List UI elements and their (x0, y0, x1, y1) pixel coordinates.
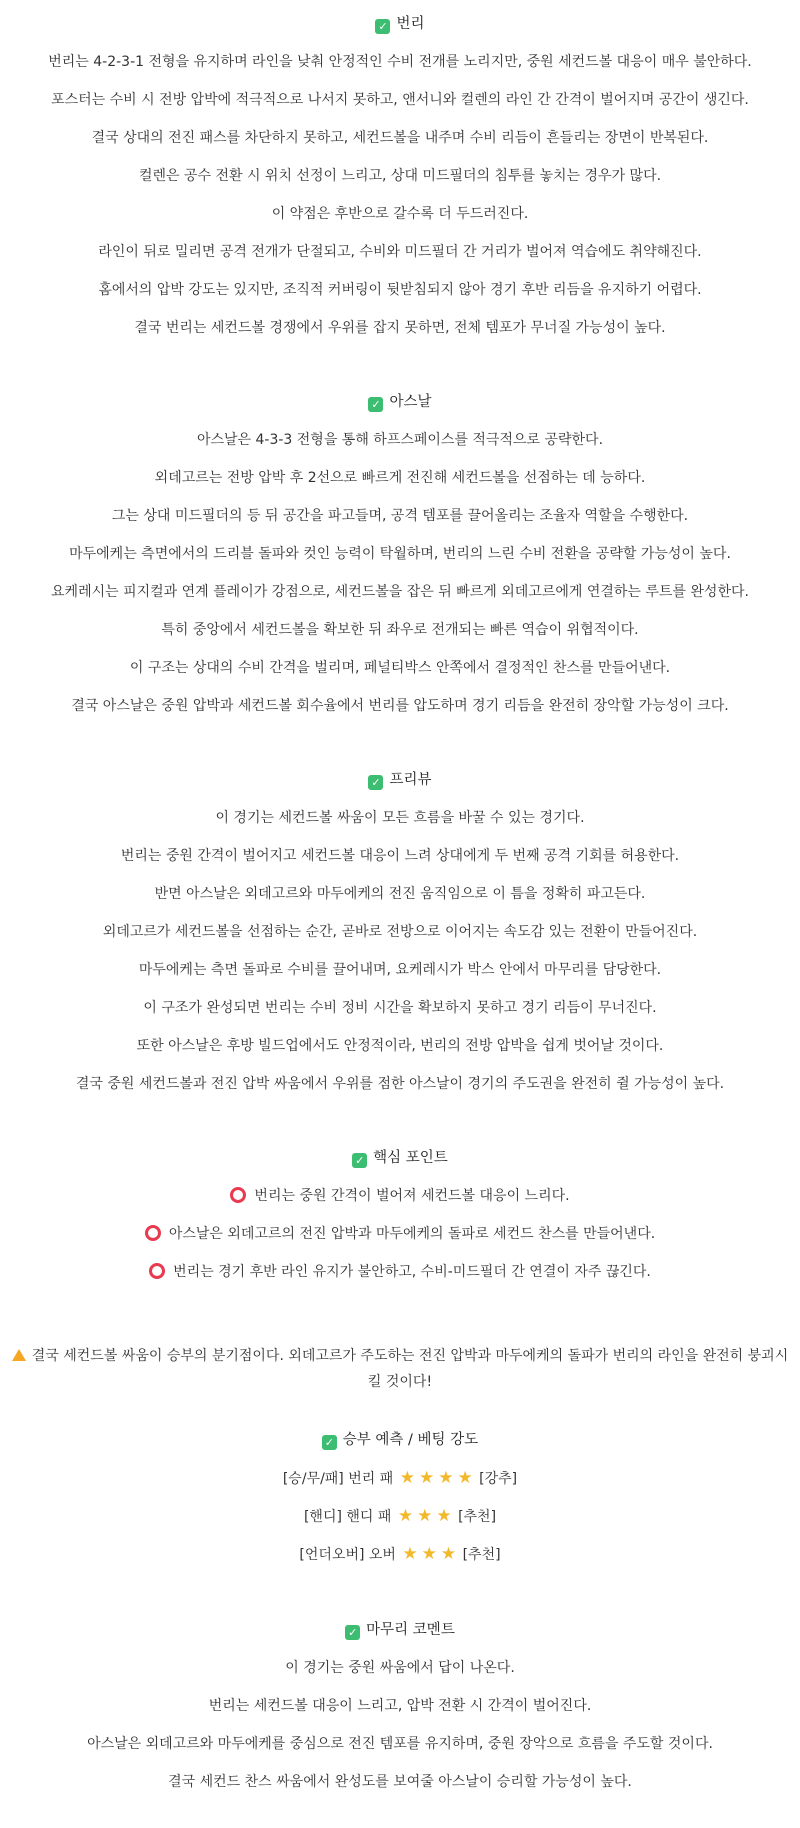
preview-line: 또한 아스날은 후방 빌드업에서도 안정적이라, 번리의 전방 압박을 쉽게 벗어날 것이다. (136, 1038, 664, 1054)
prediction-strength: [추천] (462, 1547, 501, 1563)
arsenal-line: 외데고르는 전방 압박 후 2선으로 빠르게 전진해 세컨드볼을 선점하는 데 능하다. (154, 470, 646, 486)
closing-section (0, 1611, 800, 1801)
arsenal-title: 아스날 (389, 394, 432, 410)
check-mark-icon: ✓ (345, 1625, 360, 1640)
burnley-line: 결국 상대의 전진 패스를 차단하지 못하고, 세컨드볼을 내주며 수비 리듬이 흔들리는 장면이 반복된다. (91, 130, 709, 146)
arsenal-section (0, 383, 800, 725)
check-mark-icon: ✓ (368, 397, 383, 412)
arsenal-heading (0, 383, 800, 421)
prediction-stars (400, 1544, 458, 1564)
burnley-line: 결국 번리는 세컨드볼 경쟁에서 우위를 잡지 못하면, 전체 템포가 무너질 가능성이 높다. (134, 320, 666, 336)
prediction-label: [승/무/패] 번리 패 (282, 1471, 394, 1487)
arsenal-line: 그는 상대 미드필더의 등 뒤 공간을 파고들며, 공격 템포를 끌어올리는 조율자 역할을 수행한다. (111, 508, 689, 524)
preview-title: 프리뷰 (389, 772, 432, 788)
check-mark-icon: ✓ (368, 775, 383, 790)
key-point-item (0, 1177, 800, 1215)
prediction-section (0, 1421, 800, 1573)
prediction-label: [핸디] 핸디 패 (303, 1509, 392, 1525)
key-point-item (0, 1253, 800, 1291)
check-mark-icon: ✓ (352, 1153, 367, 1168)
burnley-line: 라인이 뒤로 밀리면 공격 전개가 단절되고, 수비와 미드필더 간 거리가 벌어져 역습에도 취약해진다. (98, 244, 702, 260)
preview-line: 마두에케는 측면 돌파로 수비를 끌어내며, 요케레시가 박스 안에서 마무리를 담당한다. (138, 962, 662, 978)
prediction-item (0, 1497, 800, 1535)
prediction-strength: [강추] (479, 1471, 518, 1487)
burnley-line: 컬렌은 공수 전환 시 위치 선정이 느리고, 상대 미드필더의 침투를 놓치는 경우가 많다. (138, 168, 662, 184)
warning-icon (12, 1349, 26, 1361)
check-mark-icon: ✓ (322, 1435, 337, 1450)
check-mark-icon: ✓ (375, 19, 390, 34)
key-point-text: 아스날은 외데고르의 전진 압박과 마두에케의 돌파로 세컨드 찬스를 만들어낸다. (168, 1226, 656, 1242)
star-icon: ★ (457, 1468, 473, 1488)
closing-title: 마무리 코멘트 (366, 1622, 455, 1638)
arsenal-line: 특히 중앙에서 세컨드볼을 확보한 뒤 좌우로 전개되는 빠른 역습이 위협적이다. (161, 622, 639, 638)
burnley-heading (0, 5, 800, 43)
arsenal-line: 요케레시는 피지컬과 연계 플레이가 강점으로, 세컨드볼을 잡은 뒤 빠르게 외데고르에게 연결하는 루트를 완성한다. (51, 584, 749, 600)
burnley-line: 홈에서의 압박 강도는 있지만, 조직적 커버링이 뒷받침되지 않아 경기 후반 리듬을 유지하기 어렵다. (98, 282, 702, 298)
key-point-text: 번리는 중원 간격이 벌어져 세컨드볼 대응이 느리다. (254, 1188, 570, 1204)
star-icon: ★ (397, 1506, 414, 1526)
closing-line: 아스날은 외데고르와 마두에케를 중심으로 전진 템포를 유지하며, 중원 장악으로 흐름을 주도할 것이다. (87, 1736, 713, 1752)
prediction-label: [언더오버] 오버 (299, 1547, 396, 1563)
star-icon: ★ (436, 1506, 452, 1526)
prediction-strength: [추천] (458, 1509, 497, 1525)
arsenal-line: 결국 아스날은 중원 압박과 세컨드볼 회수율에서 번리를 압도하며 경기 리듬을 완전히 장악할 가능성이 크다. (71, 698, 729, 714)
key-point-item (0, 1215, 800, 1253)
red-circle-icon (149, 1263, 165, 1279)
warning-callout (10, 1343, 790, 1395)
prediction-title: 승부 예측 / 베팅 강도 (342, 1432, 479, 1448)
closing-line: 이 경기는 중원 싸움에서 답이 나온다. (285, 1660, 515, 1676)
preview-line: 외데고르가 세컨드볼을 선점하는 순간, 곧바로 전방으로 이어지는 속도감 있는 전환이 만들어진다. (102, 924, 698, 940)
star-icon: ★ (421, 1544, 437, 1564)
preview-line: 결국 중원 세컨드볼과 전진 압박 싸움에서 우위를 점한 아스날이 경기의 주도권을 완전히 쥘 가능성이 높다. (75, 1076, 725, 1092)
star-icon: ★ (402, 1544, 418, 1564)
burnley-line: 포스터는 수비 시 전방 압박에 적극적으로 나서지 못하고, 앤서니와 컬렌의 라인 간 간격이 벌어지며 공간이 생긴다. (51, 92, 749, 108)
preview-heading (0, 761, 800, 799)
prediction-heading (0, 1421, 800, 1459)
warning-text: 결국 세컨드볼 싸움이 승부의 분기점이다. 외데고르가 주도하는 전진 압박과 마두에케의 돌파가 번리의 라인을 완전히 붕괴시킬 것이다! (31, 1348, 789, 1390)
star-icon: ★ (399, 1468, 415, 1488)
star-icon: ★ (417, 1506, 433, 1526)
closing-heading (0, 1611, 800, 1649)
prediction-stars (398, 1468, 475, 1488)
key-points-title: 핵심 포인트 (373, 1150, 448, 1166)
star-icon: ★ (440, 1544, 457, 1564)
prediction-stars (396, 1506, 454, 1526)
burnley-title: 번리 (396, 16, 425, 32)
closing-line: 번리는 세컨드볼 대응이 느리고, 압박 전환 시 간격이 벌어진다. (208, 1698, 592, 1714)
arsenal-line: 아스날은 4-3-3 전형을 통해 하프스페이스를 적극적으로 공략한다. (196, 432, 604, 448)
arsenal-line: 마두에케는 측면에서의 드리블 돌파와 컷인 능력이 탁월하며, 번리의 느린 수비 전환을 공략할 가능성이 높다. (69, 546, 731, 562)
preview-line: 반면 아스날은 외데고르와 마두에케의 전진 움직임으로 이 틈을 정확히 파고든다. (154, 886, 646, 902)
arsenal-line: 이 구조는 상대의 수비 간격을 벌리며, 페널티박스 안쪽에서 결정적인 찬스를 만들어낸다. (129, 660, 671, 676)
burnley-line: 번리는 4-2-3-1 전형을 유지하며 라인을 낮춰 안정적인 수비 전개를 노리지만, 중원 세컨드볼 대응이 매우 불안하다. (48, 54, 752, 70)
prediction-item (0, 1459, 800, 1497)
key-point-text: 번리는 경기 후반 라인 유지가 불안하고, 수비-미드필더 간 연결이 자주 끊긴다. (173, 1264, 651, 1280)
burnley-line: 이 약점은 후반으로 갈수록 더 두드러진다. (271, 206, 529, 222)
closing-line: 결국 세컨드 찬스 싸움에서 완성도를 보여줄 아스날이 승리할 가능성이 높다. (168, 1774, 632, 1790)
preview-line: 이 경기는 세컨드볼 싸움이 모든 흐름을 바꿀 수 있는 경기다. (215, 810, 585, 826)
red-circle-icon (230, 1187, 246, 1203)
preview-line: 이 구조가 완성되면 번리는 수비 정비 시간을 확보하지 못하고 경기 리듬이 무너진다. (143, 1000, 657, 1016)
red-circle-icon (145, 1225, 161, 1241)
star-icon: ★ (438, 1468, 454, 1488)
prediction-item (0, 1535, 800, 1573)
preview-line: 번리는 중원 간격이 벌어지고 세컨드볼 대응이 느려 상대에게 두 번째 공격 기회를 허용한다. (120, 848, 680, 864)
star-icon: ★ (418, 1468, 435, 1488)
preview-section (0, 761, 800, 1103)
burnley-section (0, 5, 800, 347)
key-points-section (0, 1139, 800, 1291)
key-points-heading (0, 1139, 800, 1177)
